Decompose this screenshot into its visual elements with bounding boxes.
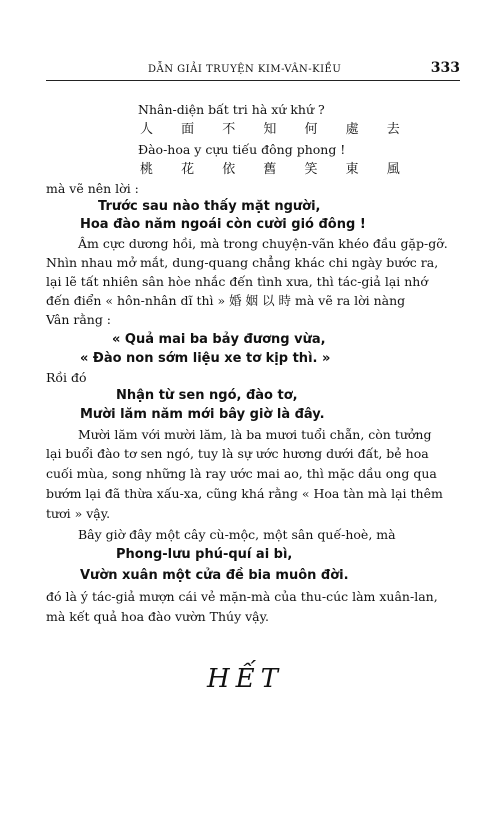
text-line: đó là ý tác-giả mượn cái vẻ mặn-mà của thu-cúc làm xuân-lan, xyxy=(46,589,438,604)
text-line: tươi » vậy. xyxy=(46,506,111,521)
han-line: 人 面 不 知 何 處 去 xyxy=(140,122,412,137)
text-line: bướm lại đã thừa xấu-xa, cũng khá rằng « Hoa tàn mà lại thêm xyxy=(46,486,443,501)
poem-line: Đào-hoa y cựu tiếu đông phong ! xyxy=(138,142,346,157)
text-line: lại buổi đào tơ sen ngó, tuy là sự ước hương dưới đất, bẻ hoa xyxy=(46,446,429,461)
verse-line: « Quả mai ba bảy đương vừa, xyxy=(112,332,326,347)
verse-line: Mười lăm năm mới bây giờ là đây. xyxy=(80,407,325,422)
text-line: Rồi đó xyxy=(46,370,87,385)
end-mark: HẾT xyxy=(207,664,284,694)
text-line: Âm cực dương hồi, mà trong chuyện-vãn khéo đầu gặp-gỡ. xyxy=(78,236,448,251)
verse-line: « Đào non sớm liệu xe tơ kịp thì. » xyxy=(80,351,331,366)
text-line: mà kết quả hoa đào vườn Thúy vậy. xyxy=(46,609,269,624)
text-line: Vân rằng : xyxy=(46,312,112,327)
verse-line: Phong-lưu phú-quí ai bì, xyxy=(116,547,293,562)
page-number: 333 xyxy=(430,60,460,76)
text-line: Bây giờ đây một cây cù-mộc, một sân quế-hoè, mà xyxy=(78,527,396,542)
text-line: Nhìn nhau mở mắt, dung-quang chẳng khác chi ngày bước ra, xyxy=(46,255,439,270)
verse-line: Trước sau nào thấy mặt người, xyxy=(98,199,321,214)
verse-line: Hoa đào năm ngoái còn cười gió đông ! xyxy=(80,217,366,232)
running-header xyxy=(46,62,460,81)
text-line: mà vẽ nên lời : xyxy=(46,181,139,196)
verse-line: Vườn xuân một cửa đề bia muôn đời. xyxy=(80,568,349,583)
text-line: lại lẽ tất nhiên sân hòe nhắc đến tình xưa, thì tác-giả lại nhớ xyxy=(46,274,428,289)
text-line: Mười lăm với mười lăm, là ba mươi tuổi chẵn, còn tưởng xyxy=(78,427,432,442)
poem-line: Nhân-diện bất tri hà xứ khứ ? xyxy=(138,102,325,117)
text-line: đến điển « hôn-nhân dĩ thì » 婚 姻 以 時 mà vẽ ra lời nàng xyxy=(46,293,406,308)
header-title: DẪN GIẢI TRUYỆN KIM-VÂN-KIỀU xyxy=(148,64,342,75)
text-line: cuối mùa, song những là ray ước mai ao, thì mặc dầu ong qua xyxy=(46,466,437,481)
han-line: 桃 花 依 舊 笑 東 風 xyxy=(140,162,412,177)
verse-line: Nhận từ sen ngó, đào tơ, xyxy=(116,388,298,403)
